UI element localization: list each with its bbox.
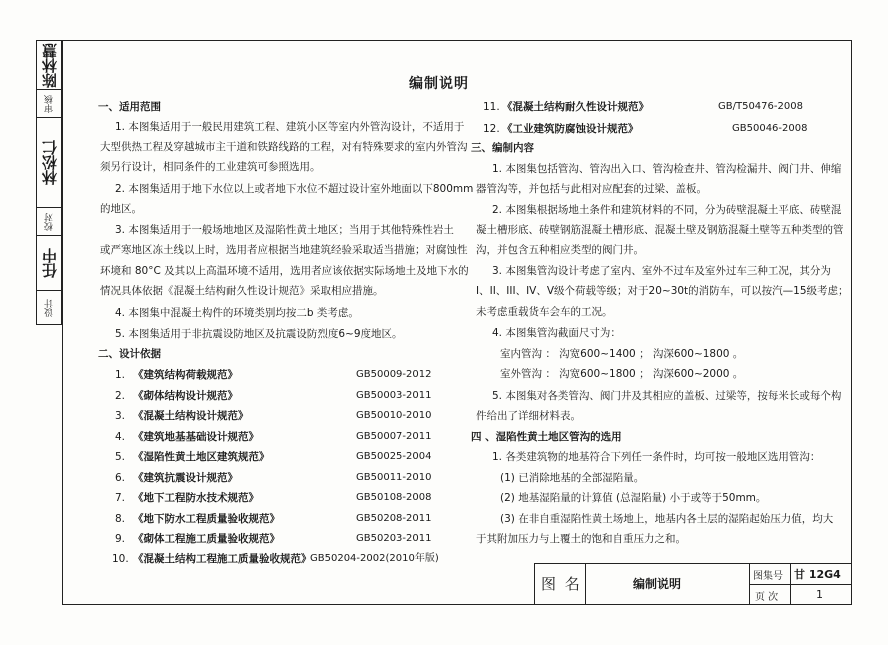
section1-line: 4. 本图集中混凝土构件的环境类别均按二b 类考虑。 (115, 307, 359, 319)
review-label: 审核 (37, 89, 61, 117)
section1-line: 须另行设计，相同条件的工业建筑可参照选用。 (100, 161, 321, 173)
section1-line: 环境和 80°C 及其以上高温环境不适用，选用者应该依据实际场地土及地下水的 (100, 265, 469, 277)
standard-code: GB50203-2011 (356, 533, 432, 544)
standard-name: 《混凝土结构工程施工质量验收规范》 (133, 553, 312, 565)
drawing-name-label: 图 名 (541, 575, 582, 593)
section3-line: 器管沟等，并包括与此相对应配套的过梁、盖板。 (476, 183, 707, 195)
section4-line: (3) 在非自重湿陷性黄土场地上，地基内各土层的湿陷起始压力值，均大 (500, 513, 834, 525)
standard-name: 《砌体工程施工质量验收规范》 (133, 533, 280, 545)
title-block (534, 563, 852, 605)
section1-heading: 一、适用范围 (98, 101, 161, 113)
section3-line: 沟，并包含五种相应类型的阀门井。 (476, 244, 644, 256)
standard-name: 《湿陷性黄土地区建筑规范》 (133, 451, 270, 463)
standard-code: GB50007-2011 (356, 431, 432, 442)
standard-code: GB50108-2008 (356, 492, 432, 503)
standard-number: 8. (115, 513, 126, 525)
standard-name: 《地下防水工程质量验收规范》 (133, 513, 280, 525)
section1-line: 大型供热工程及穿越城市主干道和铁路线路的工程，对有特殊要求的室内外管沟 (100, 141, 468, 153)
design-label: 设计 (37, 290, 61, 324)
section3-line: I、II、III、IV、V级个荷载等级；对于20~30t的消防车，可以按汽—15级考虑； (476, 285, 849, 297)
atlas-number: 甘 12G4 (794, 568, 841, 581)
standard-name: 《砌体结构设计规范》 (133, 390, 238, 402)
standard-name: 《工业建筑防腐蚀设计规范》 (502, 123, 639, 135)
standard-number: 2. (115, 390, 126, 402)
section1-line: 2. 本图集适用于地下水位以上或者地下水位不超过设计室外地面以下800mm (115, 183, 474, 195)
drawing-name: 编制说明 (633, 577, 682, 591)
standard-number: 3. (115, 410, 126, 422)
standard-name: 《地下工程防水技术规范》 (133, 492, 259, 504)
standard-code: GB/T50476-2008 (718, 101, 803, 112)
section4-line: 1. 各类建筑物的地基符合下列任一条件时，均可按一般地区选用管沟： (492, 451, 821, 463)
standard-code: GB50204-2002(2010年版) (310, 553, 439, 564)
section1-line: 5. 本图集适用于非抗震设防地区及抗震设防烈度6~9度地区。 (115, 328, 403, 340)
standard-code: GB50046-2008 (732, 123, 808, 134)
page-label: 页 次 (755, 592, 779, 603)
section3-line: 2. 本图集根据场地土条件和建筑材料的不同，分为砖壁混凝土平底、砖壁混 (492, 204, 842, 216)
section2-heading: 二、设计依据 (98, 348, 161, 360)
standard-code: GB50009-2012 (356, 369, 432, 380)
standard-code: GB50010-2010 (356, 410, 432, 421)
standard-name: 《混凝土结构设计规范》 (133, 410, 249, 422)
standard-number: 10. (112, 553, 129, 565)
section4-heading: 四 、湿陷性黄土地区管沟的选用 (471, 431, 622, 443)
page-title: 编制说明 (409, 76, 469, 92)
section3-line: 件给出了详细材料表。 (476, 410, 581, 422)
standard-code: GB50208-2011 (356, 513, 432, 524)
section1-line: 1. 本图集适用于一般民用建筑工程、建筑小区等室内外管沟设计，不适用于 (115, 121, 465, 133)
standard-number: 1. (115, 369, 126, 381)
section1-line: 的地区。 (100, 203, 142, 215)
proof-label: 校对 (37, 207, 61, 235)
standard-code: GB50011-2010 (356, 472, 432, 483)
section3-line: 凝土槽形底、砖壁钢筋混凝土槽形底、混凝土壁及钢筋混凝土壁等五种类型的管 (476, 224, 844, 236)
section3-line: 5. 本图集对各类管沟、阀门井及其相应的盖板、过梁等，按每米长或每个构 (492, 390, 842, 402)
standard-name: 《建筑抗震设计规范》 (133, 472, 238, 484)
section1-line: 或严寒地区冻土线以上时，选用者应根据当地建筑经验采取适当措施；对腐蚀性 (100, 244, 468, 256)
section3-line: 未考虑重载货车会车的工况。 (476, 306, 613, 318)
proofer-signature: 林松仁 (37, 117, 61, 207)
section3-line: 3. 本图集管沟设计考虑了室内、室外不过车及室外过车三种工况，其分为 (492, 265, 831, 277)
standard-number: 11. (483, 101, 500, 113)
standard-name: 《建筑结构荷载规范》 (133, 369, 238, 381)
standard-code: GB50025-2004 (356, 451, 432, 462)
designer-signature: 任中 (37, 235, 61, 290)
signature-sidebar (36, 40, 62, 325)
standard-number: 5. (115, 451, 126, 463)
section3-line: 1. 本图集包括管沟、管沟出入口、管沟检查井、管沟检漏井、阀门井、伸缩 (492, 163, 842, 175)
standard-number: 6. (115, 472, 126, 484)
section1-line: 情况具体依据《混凝土结构耐久性设计规范》采取相应措施。 (100, 285, 384, 297)
indoor-trench-size: 室内管沟 ： 沟宽600~1400 ； 沟深600~1800 。 (500, 348, 744, 360)
page-number: 1 (816, 588, 823, 601)
section4-line: (2) 地基湿陷量的计算值 (总湿陷量) 小于或等于50mm。 (500, 492, 767, 504)
section1-line: 3. 本图集适用于一般场地地区及湿陷性黄土地区；当用于其他特殊性岩土 (115, 224, 454, 236)
reviewer-signature: 陈林慧 (40, 42, 59, 88)
section4-line: 于其附加压力与上覆土的饱和自重压力之和。 (476, 533, 686, 545)
outdoor-trench-size: 室外管沟 ： 沟宽600~1800 ； 沟深600~2000 。 (500, 368, 744, 380)
standard-name: 《混凝土结构耐久性设计规范》 (502, 101, 649, 113)
standard-number: 9. (115, 533, 126, 545)
standard-number: 7. (115, 492, 126, 504)
section3-heading: 三、编制内容 (471, 142, 534, 154)
section4-line: (1) 已消除地基的全部湿陷量。 (500, 472, 645, 484)
standard-number: 12. (483, 123, 500, 135)
section3-line: 4. 本图集管沟截面尺寸为： (492, 327, 621, 339)
standard-number: 4. (115, 431, 126, 443)
standard-name: 《建筑地基基础设计规范》 (133, 431, 259, 443)
atlas-number-label: 图集号 (753, 571, 783, 582)
standard-code: GB50003-2011 (356, 390, 432, 401)
